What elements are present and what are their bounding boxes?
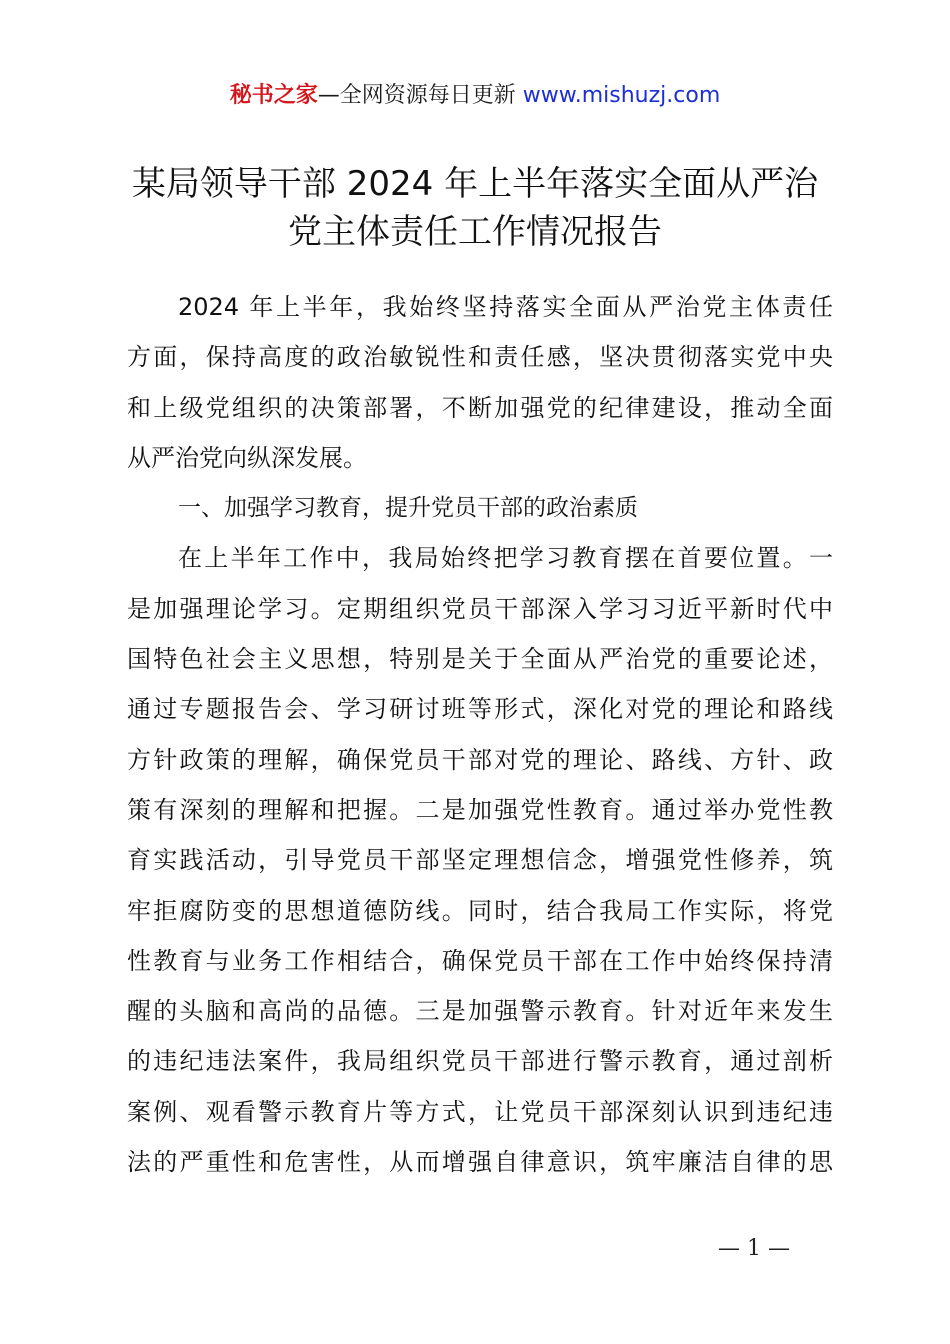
page-number: — 1 —	[718, 1236, 790, 1261]
site-brand: 秘书之家	[229, 83, 318, 108]
title-line-1: 某局领导干部 2024 年上半年落实全面从严治	[131, 164, 819, 204]
paragraph-2-line: 方针政策的理解，确保党员干部对党的理论、路线、方针、政	[127, 745, 833, 774]
paragraph-1-line: 方面，保持高度的政治敏锐性和责任感，坚决贯彻落实党中央	[127, 343, 833, 372]
paragraph-2-line: 国特色社会主义思想，特别是关于全面从严治党的重要论述，	[127, 645, 833, 674]
paragraph-2-line: 的违纪违法案件，我局组织党员干部进行警示教育，通过剖析	[127, 1047, 833, 1076]
paragraph-2-line: 案例、观看警示教育片等方式，让党员干部深刻认识到违纪违	[127, 1097, 833, 1126]
document-title	[100, 160, 850, 256]
paragraph-2-line: 在上半年工作中，我局始终把学习教育摆在首要位置。一	[178, 544, 833, 573]
document-body	[127, 282, 833, 1187]
paragraph-2-line: 通过专题报告会、学习研讨班等形式，深化对党的理论和路线	[127, 695, 833, 724]
paragraph-2-line: 是加强理论学习。定期组织党员干部深入学习习近平新时代中	[127, 594, 833, 623]
paragraph-2-line: 牢拒腐防变的思想道德防线。同时，结合我局工作实际，将党	[127, 896, 833, 925]
site-url-link[interactable]: www.mishuzj.com	[522, 83, 721, 108]
paragraph-1-line: 2024 年上半年，我始终坚持落实全面从严治党主体责任	[178, 293, 833, 321]
site-header	[0, 78, 950, 114]
section-heading-1: 一、加强学习教育，提升党员干部的政治素质	[178, 495, 638, 522]
paragraph-1-line: 和上级党组织的决策部署，不断加强党的纪律建设，推动全面	[127, 393, 833, 422]
paragraph-2-line: 法的严重性和危害性，从而增强自律意识，筑牢廉洁自律的思	[127, 1148, 833, 1177]
paragraph-1-line: 从严治党向纵深发展。	[127, 443, 367, 472]
paragraph-2-line: 育实践活动，引导党员干部坚定理想信念，增强党性修养，筑	[127, 846, 833, 875]
title-line-2: 党主体责任工作情况报告	[288, 212, 662, 252]
paragraph-2-line: 性教育与业务工作相结合，确保党员干部在工作中始终保持清	[127, 946, 833, 975]
site-tagline: —全网资源每日更新	[317, 83, 523, 108]
paragraph-2-line: 策有深刻的理解和把握。二是加强党性教育。通过举办党性教	[127, 795, 833, 824]
paragraph-2-line: 醒的头脑和高尚的品德。三是加强警示教育。针对近年来发生	[127, 997, 833, 1026]
